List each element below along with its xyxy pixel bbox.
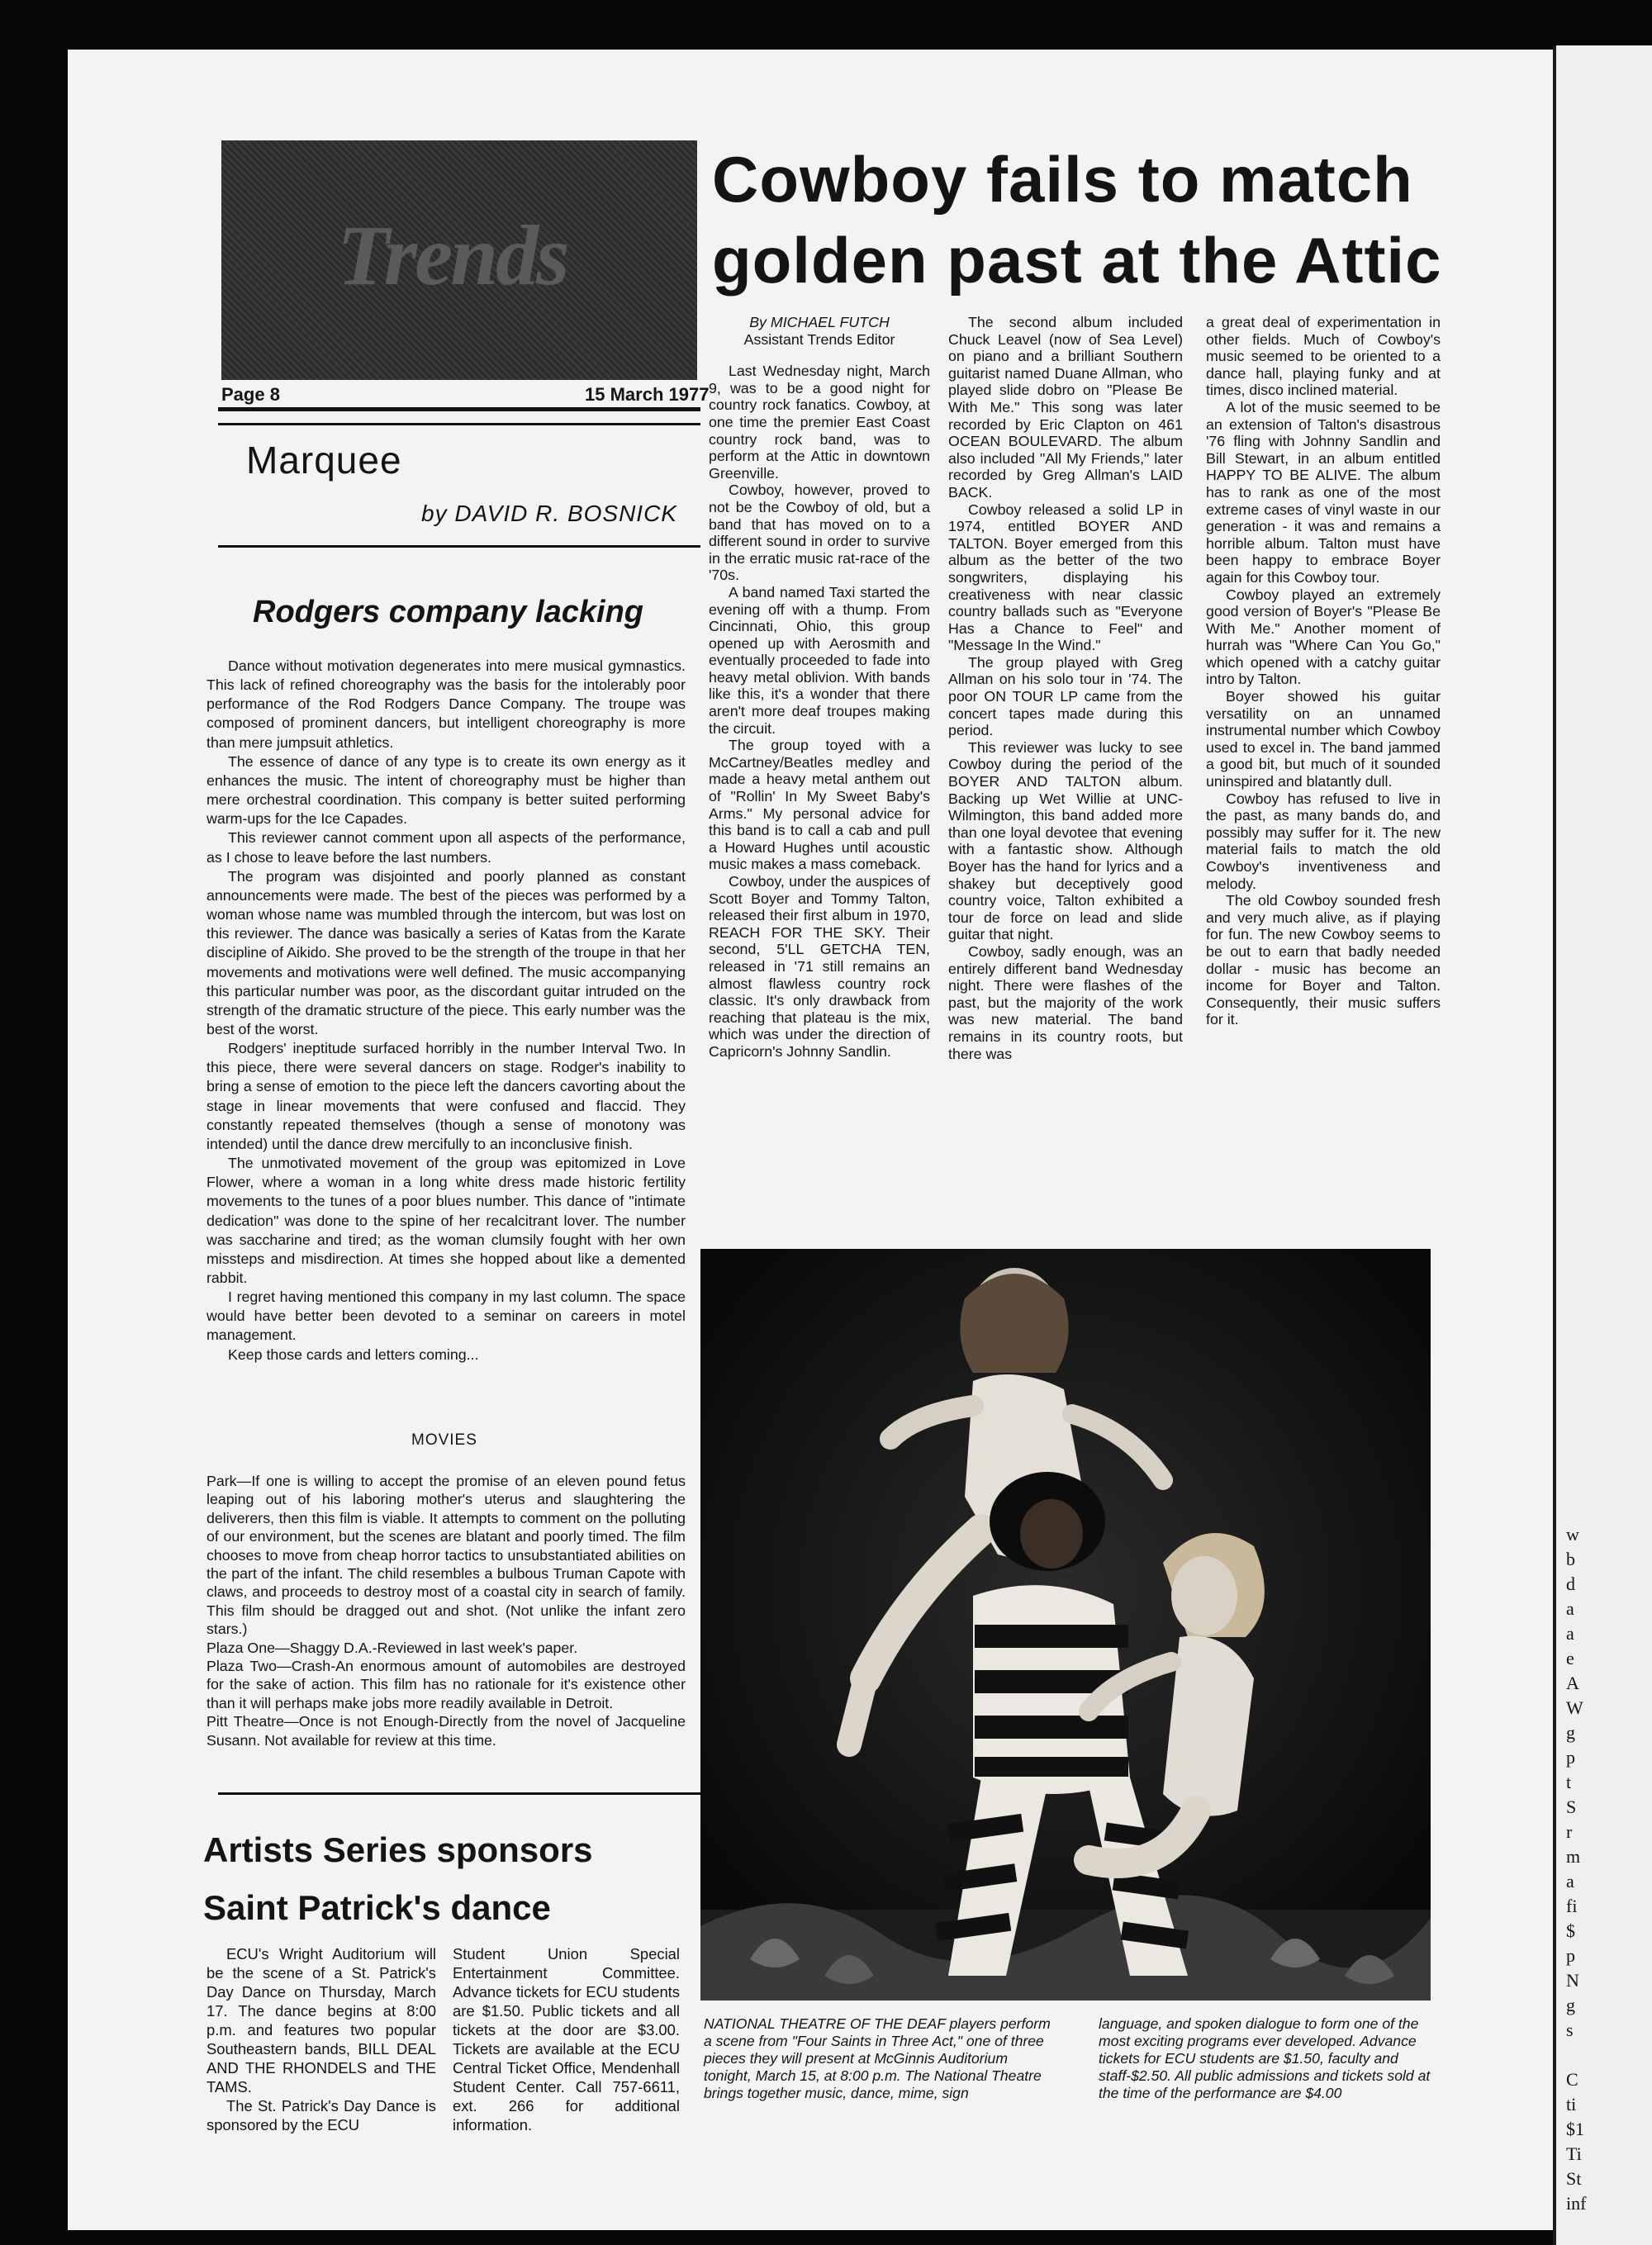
adjacent-page-strip xyxy=(1553,45,1652,2245)
trends-masthead xyxy=(221,140,697,380)
fragment-text: e xyxy=(1566,1648,1574,1668)
fragment-text: C xyxy=(1566,2069,1578,2090)
fragment-text: g xyxy=(1566,1995,1575,2015)
paragraph: The old Cowboy sounded fresh and very much alive, as if playing for fun. The new Cowboy seems to be out to earn that badly needed dollar - music has become an income for Boyer and Talton. Consequently, their music suffers for it. xyxy=(1206,892,1441,1028)
cowboy-col-2 xyxy=(948,314,1183,1062)
paragraph: Cowboy played an extremely good version of Boyer's "Please Be With Me." Another moment of hurrah was "Where Can You Go," which opened with a catchy guitar intro by Talton. xyxy=(1206,586,1441,688)
cowboy-col-1 xyxy=(709,314,930,1061)
photo-caption-left: NATIONAL THEATRE OF THE DEAF players perform a scene from "Four Saints in Three Act," one of three pieces they will present at McGinnis Auditorium tonight, March 15, at 8:00 p.m. The National Theatre brings together music, dance, mime, sign xyxy=(704,2015,1051,2101)
fragment-text: m xyxy=(1566,1846,1581,1867)
rule-divider xyxy=(218,545,700,548)
headline-line: Cowboy fails to match xyxy=(712,143,1413,216)
paragraph: ECU's Wright Auditorium will be the scene of a St. Patrick's Day Dance on Thursday, March 17. The dance begins at 8:00 p.m. and features two popular Southeastern bands, BILL DEAL AND THE RHONDELS and THE TAMS. xyxy=(206,1945,436,2095)
paragraph: The group played with Greg Allman on his solo tour in '74. The poor ON TOUR LP came from the concert tapes made during this period. xyxy=(948,653,1183,739)
paragraph: Last Wednesday night, March 9, was to be a good night for country rock fanatics. Cowboy, at one time the premier East Coast country rock band, was to perform at the Attic in downtown Greenville. xyxy=(709,363,930,482)
paragraph: Student Union Special Entertainment Committee. Advance tickets for ECU students are $1.50. Public tickets and all tickets at the door are $3.00. Tickets are available at the ECU Central Ticket Office, Mendenhall Student Center. Call 757-6611, ext. 266 for additional information. xyxy=(453,1945,680,2133)
paragraph: The second album included Chuck Leavel (now of Sea Level) on piano and a brilliant Southern guitarist named Duane Allman, who played slide dobro on "Please Be With Me." This song was later recorded by Eric Clapton on 461 OCEAN BOULEVARD. The album also included "All My Friends," later recorded by Greg Allman's LAID BACK. xyxy=(948,314,1183,501)
paragraph: a great deal of experimentation in other fields. Much of Cowboy's music seemed to be oriented to a dance hall, playing funky and at times, disco inclined material. xyxy=(1206,314,1441,399)
headline-line: golden past at the Attic xyxy=(712,224,1442,297)
fragment-text: fi xyxy=(1566,1896,1578,1916)
byline-title: Assistant Trends Editor xyxy=(743,330,895,348)
paragraph: Keep those cards and letters coming... xyxy=(228,1346,479,1363)
artists-col-1 xyxy=(206,1944,436,2134)
movie-review: Pitt Theatre—Once is not Enough-Directly from the novel of Jacqueline Susann. Not available for review at this time. xyxy=(206,1713,686,1749)
fragment-text: ti xyxy=(1566,2094,1577,2114)
page-number: Page 8 xyxy=(221,384,280,405)
paragraph: Cowboy, sadly enough, was an entirely different band Wednesday night. There were flashes of the past, but the majority of the work was new material. The band remains in its country roots, but there was xyxy=(948,942,1183,1062)
fragment-text: inf xyxy=(1566,2193,1587,2214)
cowboy-col-3 xyxy=(1206,314,1441,1028)
fragment-text: W xyxy=(1566,1697,1583,1718)
byline: By MICHAEL FUTCH xyxy=(749,314,890,330)
fragment-text: St xyxy=(1566,2168,1582,2189)
paragraph: The program was disjointed and poorly planned as constant announcements were made. The best of the pieces was performed by a woman whose name was mumbled through the intercom, but was lost on this reviewer. The dance was basically a series of Katas from the Karate discipline of Aikido. She proved to be the strength of the troupe in that her movements and motivations were well defined. The music accompanying this particular number was poor, as the discordant guitar intruded on the strength of the dramatic structure of the piece. This early number was the best of the worst. xyxy=(206,867,686,1037)
column-byline: by DAVID R. BOSNICK xyxy=(421,501,677,526)
fragment-text: $ xyxy=(1566,1920,1575,1941)
paragraph: This reviewer was lucky to see Cowboy during the period of the BOYER AND TALTON album. Backing up Wet Willie at UNC-Wilmington, this band added more than one loyal devotee that evening with a fantastic show. Although Boyer has the hand for lyrics and a shakey but deceptively good country voice, Talton exhibited a tour de force on lead and slide guitar that night. xyxy=(948,738,1183,943)
fragment-text: Ti xyxy=(1566,2143,1582,2164)
headline-line: Artists Series sponsors xyxy=(203,1830,593,1869)
fragment-text: A xyxy=(1566,1673,1579,1693)
review-body xyxy=(206,657,686,1365)
fragment-text: a xyxy=(1566,1871,1574,1891)
paragraph: The group toyed with a McCartney/Beatles medley and made a heavy metal anthem out of "Rollin' In My Sweet Baby's Arms." My personal advice for this band is to call a cab and pull a Howard Hughes until acoustic music makes a mass comeback. xyxy=(709,737,930,873)
photo-caption-right: language, and spoken dialogue to form one of the most exciting programs ever developed. Advance tickets for ECU students are $1.50, faculty and staff-$2.50. All public admissions and tickets sold at the time of the performance are $4.00 xyxy=(1099,2015,1431,2101)
movie-review: Park—If one is willing to accept the promise of an eleven pound fetus leaping out of his laboring mother's uterus and slaughtering the deliverers, then this film is viable. It attempts to comment on the polluting of our environment, but the scenes are blatant and poorly timed. The film chooses to move from cheap horror tactics to unsubstantiated abilities on the part of the infant. The child resembles a bulbous Truman Capote with claws, and proceeds to destroy most of a coastal city in search of family. This film should be dragged out and shot. (Not unlike the infant zero stars.) xyxy=(206,1473,686,1638)
movie-review: Plaza One—Shaggy D.A.-Reviewed in last week's paper. xyxy=(206,1639,578,1656)
rule-divider xyxy=(218,407,700,411)
artists-headline xyxy=(203,1821,593,1937)
fragment-text: a xyxy=(1566,1623,1574,1644)
paragraph: I regret having mentioned this company in my last column. The space would have better been devoted to a seminar on careers in motel management. xyxy=(206,1289,686,1344)
rule-divider xyxy=(218,423,700,425)
movies-heading: MOVIES xyxy=(411,1431,477,1449)
review-headline: Rodgers company lacking xyxy=(253,595,644,629)
fragment-text: p xyxy=(1566,1945,1575,1966)
paragraph: Dance without motivation degenerates into mere musical gymnastics. This lack of refined choreography was the basis for the intolerably poor performance of the Rod Rodgers Dance Company. The troupe was composed of prominent dancers, but intelligent choreography is more than mere jumpsuit athletics. xyxy=(206,657,686,751)
paragraph: Cowboy, however, proved to not be the Cowboy of old, but a band that has moved on to a different sound in order to survive in the erratic music rat-race of the '70s. xyxy=(709,482,930,584)
paragraph: Boyer showed his guitar versatility on an unnamed instrumental number which Cowboy used to excel in. The band jammed a good bit, but much of it sounded uninspired and blatantly dull. xyxy=(1206,688,1441,790)
fragment-text: w xyxy=(1566,1524,1579,1545)
issue-date: 15 March 1977 xyxy=(585,384,710,405)
fragment-text: S xyxy=(1566,1796,1577,1817)
trends-logo: Trends xyxy=(337,208,567,303)
column-title: Marquee xyxy=(246,439,402,482)
movies-list xyxy=(206,1472,686,1749)
theatre-photo xyxy=(700,1249,1431,2001)
paragraph: This reviewer cannot comment upon all aspects of the performance, as I chose to leave before the last numbers. xyxy=(206,829,686,866)
main-headline xyxy=(712,139,1442,301)
paragraph: Cowboy released a solid LP in 1974, entitled BOYER AND TALTON. Boyer emerged from this album as the better of the two songwriters, displaying his creativeness with near classic country ballads such as "Everyone Has a Chance to Feel" and "Message In the Wind." xyxy=(948,501,1183,654)
rule-divider xyxy=(218,1792,700,1795)
dancers-illustration xyxy=(700,1249,1431,2001)
paragraph: Rodgers' ineptitude surfaced horribly in the number Interval Two. In this piece, there were several dancers on stage. Rodger's inability to bring a sense of emotion to the piece left the dancers cavorting about the stage in linear movements that were confused and flaccid. They constantly repeated themselves (though a sense of monotony was intended) until the dance drew mercifully to an inconclusive finish. xyxy=(206,1040,686,1152)
paragraph: The St. Patrick's Day Dance is sponsored by the ECU xyxy=(206,2097,436,2133)
fragment-text: p xyxy=(1566,1747,1575,1768)
artists-col-2 xyxy=(453,1944,680,2134)
fragment-text: b xyxy=(1566,1549,1575,1569)
fragment-text: r xyxy=(1566,1821,1573,1842)
fragment-text: $1 xyxy=(1566,2119,1584,2139)
paragraph: The unmotivated movement of the group was epitomized in Love Flower, where a woman in a long white dress made historic fertility movements to the tunes of a poor blues number. This dance of "intimate dedication" was done to the spine of her recalcitrant lover. The number was saccharine and tired; as the woman clumsily fought with her own missteps and misdirection. At times she hopped about like a demented rabbit. xyxy=(206,1155,686,1286)
headline-line: Saint Patrick's dance xyxy=(203,1888,551,1927)
fragment-text: a xyxy=(1566,1598,1574,1619)
paragraph: Cowboy has refused to live in the past, as many bands do, and possibly may suffer for it. The new material fails to match the old Cowboy's inventiveness and melody. xyxy=(1206,790,1441,892)
fragment-text: t xyxy=(1566,1772,1572,1792)
paragraph: The essence of dance of any type is to create its own energy as it enhances the music. The intent of choreography must be higher than mere orchestral coordination. This company is better suited performing warm-ups for the Ice Capades. xyxy=(206,752,686,828)
fragment-text: g xyxy=(1566,1722,1575,1743)
paragraph: Cowboy, under the auspices of Scott Boyer and Tommy Talton, released their first album in 1970, REACH FOR THE SKY. Their second, 5'LL GETCHA TEN, released in '71 still remains an almost flawless country rock classic. It's only drawback from reaching that plateau is the mix, which was under the direction of Capricorn's Johnny Sandlin. xyxy=(709,873,930,1060)
paragraph: A lot of the music seemed to be an extension of Talton's disastrous '76 fling with Johnny Sandlin and Bill Stewart, in an album entitled HAPPY TO BE ALIVE. The album has to rank as one of the most extreme cases of vinyl waste in our generation - it was and remains a horrible album. Talton must have been happy to embrace Boyer again for this Cowboy tour. xyxy=(1206,398,1441,586)
paragraph: A band named Taxi started the evening off with a thump. From Cincinnati, Ohio, this group opened up with Aerosmith and eventually proceeded to fade into heavy metal oblivion. With bands like this, it's a wonder that there aren't more deaf troupes making the circuit. xyxy=(709,583,930,737)
fragment-text: d xyxy=(1566,1573,1575,1594)
movie-review: Plaza Two—Crash-An enormous amount of automobiles are destroyed for the sake of action. This film has no rationale for it's existence other than it will perhaps make jobs more readily available in Detroit. xyxy=(206,1658,686,1711)
fragment-text: s xyxy=(1566,2020,1574,2040)
fragment-text: N xyxy=(1566,1970,1579,1991)
